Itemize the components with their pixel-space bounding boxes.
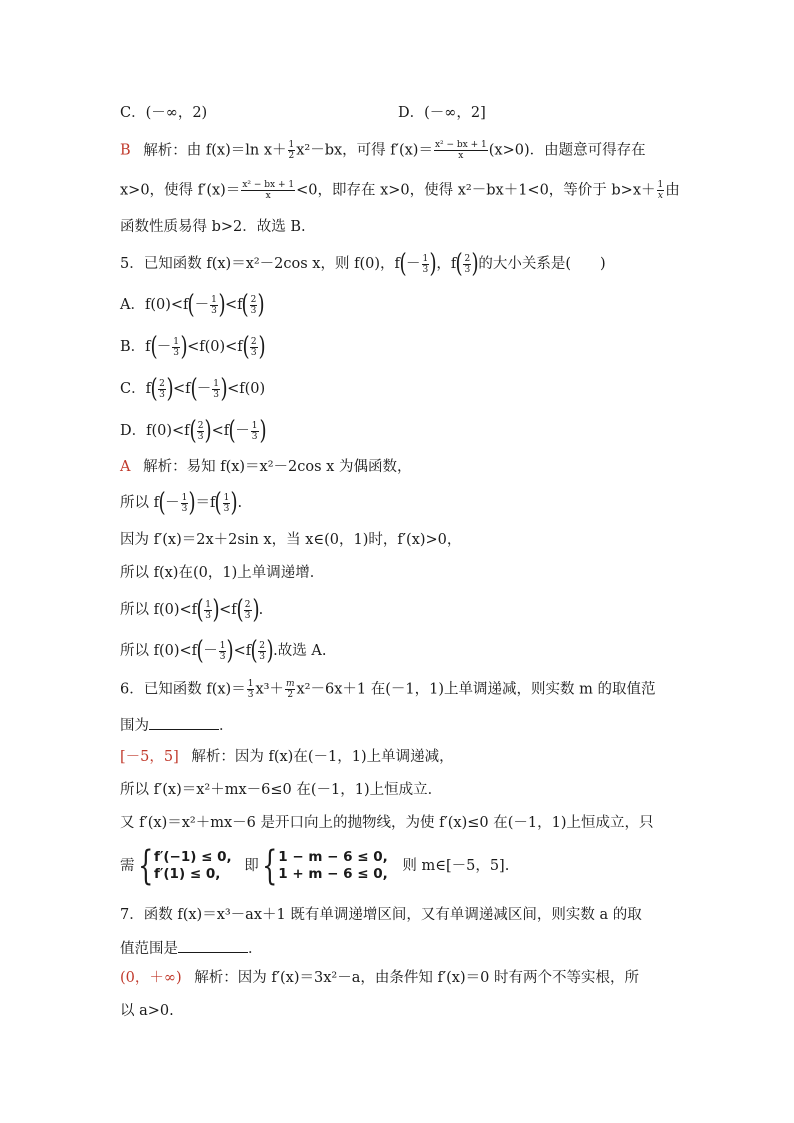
q5-option-d: D．f(0)<f( $\frac{2}{3}$ )<f(－ $\frac{1}{3}$ ) [120,416,267,446]
q6-a1: 因为 f(x)在(－1，1)上单调递减， [234,749,454,765]
q4-frac-num: x² − bx + 1 [434,140,487,150]
fraction-one-over-x: $\frac{1}{x}$ [657,180,664,201]
q7-answer: (0，＋∞) [120,970,182,986]
q4-l2c: 由 [665,182,680,199]
q5-analysis-line4: 所以 f(x)在(0，1)上单调递增． [120,565,325,581]
q5-option-c: C．f( $\frac{2}{3}$ )<f(－ $\frac{1}{3}$ )<f(0) [120,374,266,404]
q5-analysis-line3: 因为 f′(x)＝2x＋2sin x，当 x∈(0，1)时，f′(x)>0， [120,532,462,548]
sys1-l1: f′(−1) ≤ 0, [153,849,232,865]
q7-analysis-label: 解析： [194,970,238,986]
q4-option-c: C．(－∞，2) [120,105,208,121]
q7-stem-line2: 值范围是 ． [120,938,263,959]
q5-analysis-line6: 所以 f(0)<f(－ $\frac{1}{3}$ )<f( $\frac{2}{3}$ ).故选 A. [120,636,327,666]
q5-a6-end: .故选 A. [273,643,327,659]
q4-l1c: (x>0)．由题意可得存在 [488,142,646,159]
q7-a1: 因为 f′(x)＝3x²－a，由条件知 f′(x)＝0 时有两个不等实根，所 [237,970,639,986]
q5-opt-d-label: D．f(0)<f [120,423,190,439]
q5-a1: 易知 f(x)＝x²－2cos x 为偶函数， [186,459,412,475]
q6-stem2: 围为 [120,718,149,734]
q6-need: 需 [120,858,135,874]
q6-analysis-line2: 所以 f′(x)＝x²＋mx－6≤0 在(－1，1)上恒成立． [120,782,443,798]
q6-a4-end: 则 m∈[－5，5]. [402,858,510,874]
q5-stem-a: 5．已知函数 f(x)＝x²－2cos x，则 f(0)，f [120,256,400,272]
q6-stem-line2: 围为 ． [120,715,234,736]
fraction-half: $\frac{1}{2}$ [288,140,295,161]
q6-analysis-line4 [120,843,510,889]
q4-analysis-line3: 函数性质易得 b>2．故选 B. [120,219,306,235]
q7-stem-line1: 7．函数 f(x)＝x³－ax＋1 既有单调递增区间，又有单调递减区间，则实数 a 的取 [120,907,642,923]
q7-stem2: 值范围是 [120,941,178,957]
sys2-l1: 1 − m − 6 ≤ 0, [278,849,388,865]
fraction-derivative [434,140,488,161]
q7-analysis-line1 [120,968,639,988]
q4-frac-den-2: x [265,191,271,201]
system-2 [278,849,388,883]
q4-analysis-label: 解析： [143,142,187,159]
q4-answer: B [120,142,131,159]
q5-option-a: A．f(0)<f(－ $\frac{1}{3}$ )<f( $\frac{2}{3}$ ) [120,290,266,320]
q4-l1b: x²－bx，可得 f′(x)＝ [296,142,433,159]
q6-stem-c: x²－6x＋1 在(－1，1)上单调递减，则实数 m 的取值范 [296,681,656,698]
q5-a5: 所以 f(0)<f [120,602,198,618]
left-brace-icon: { [137,843,153,889]
fraction-derivative-2 [241,180,295,201]
q6-answer: [－5，5] [120,749,179,765]
q5-analysis-label: 解析： [143,459,187,475]
q5-analysis-line1 [120,457,411,477]
q7-analysis-line2: 以 a>0. [120,1003,174,1019]
q6-ji: 即 [244,858,259,874]
q4-analysis-line2 [120,180,680,201]
q4-options-row [120,103,486,123]
system-1 [154,849,232,883]
q4-frac-den: x [458,151,464,161]
q5-a2: 所以 f [120,495,159,511]
q5-opt-a-label: A．f(0)<f [120,297,189,313]
q5-stem: 5．已知函数 f(x)＝x²－2cos x，则 f(0)，f(－ $\frac{1}{3}$ )，f( $\frac{2}{3}$ )的大小关系是( ) [120,249,606,279]
q6-analysis-line1 [120,747,454,767]
q4-l2b: <0，即存在 x>0，使得 x²－bx＋1<0，等价于 b>x＋ [296,182,656,199]
q4-analysis-line1 [120,140,646,161]
q4-l1a: 由 f(x)＝ln x＋ [186,142,287,159]
sys2-l2: 1 + m − 6 ≤ 0, [278,866,388,882]
q4-l2a: x>0，使得 f′(x)＝ [120,182,241,199]
q5-option-b: B．f(－ $\frac{1}{3}$ )<f(0)<f( $\frac{2}{3}$ ) [120,332,266,362]
q4-option-d: D．(－∞，2] [398,105,486,121]
q5-analysis-line5: 所以 f(0)<f( $\frac{1}{3}$ )<f( $\frac{2}{3}$ ). [120,595,264,625]
q5-answer: A [120,459,131,475]
q6-stem-line1: 6．已知函数 f(x)＝ $\frac{1}{3}$ x³＋ $\frac{m}{2}$ x²－6x＋1 在(－1，1)上单调递减，则实数 m 的取值范 [120,679,656,700]
q5-opt-c-label: C．f [120,381,151,397]
q6-stem-b: x³＋ [255,681,284,698]
q6-stem-a: 6．已知函数 f(x)＝ [120,681,246,698]
q4-frac-num-2: x² − bx + 1 [242,180,295,190]
q5-opt-b-label: B．f [120,339,151,355]
left-brace-icon: { [261,843,278,889]
answer-blank [149,715,219,730]
q6-analysis-label: 解析： [191,749,235,765]
q6-analysis-line3: 又 f′(x)＝x²＋mx－6 是开口向上的抛物线，为使 f′(x)≤0 在(－1，1)上恒成立，只 [120,815,654,831]
q5-a6: 所以 f(0)<f [120,643,198,659]
q5-analysis-line2: 所以 f(－ $\frac{1}{3}$ )＝f( $\frac{1}{3}$ ). [120,488,243,518]
q5-stem-c: 的大小关系是( ) [478,256,606,272]
answer-blank [178,938,248,953]
sys1-l2: f′(1) ≤ 0, [153,866,221,882]
q5-stem-b: ，f [436,256,457,272]
